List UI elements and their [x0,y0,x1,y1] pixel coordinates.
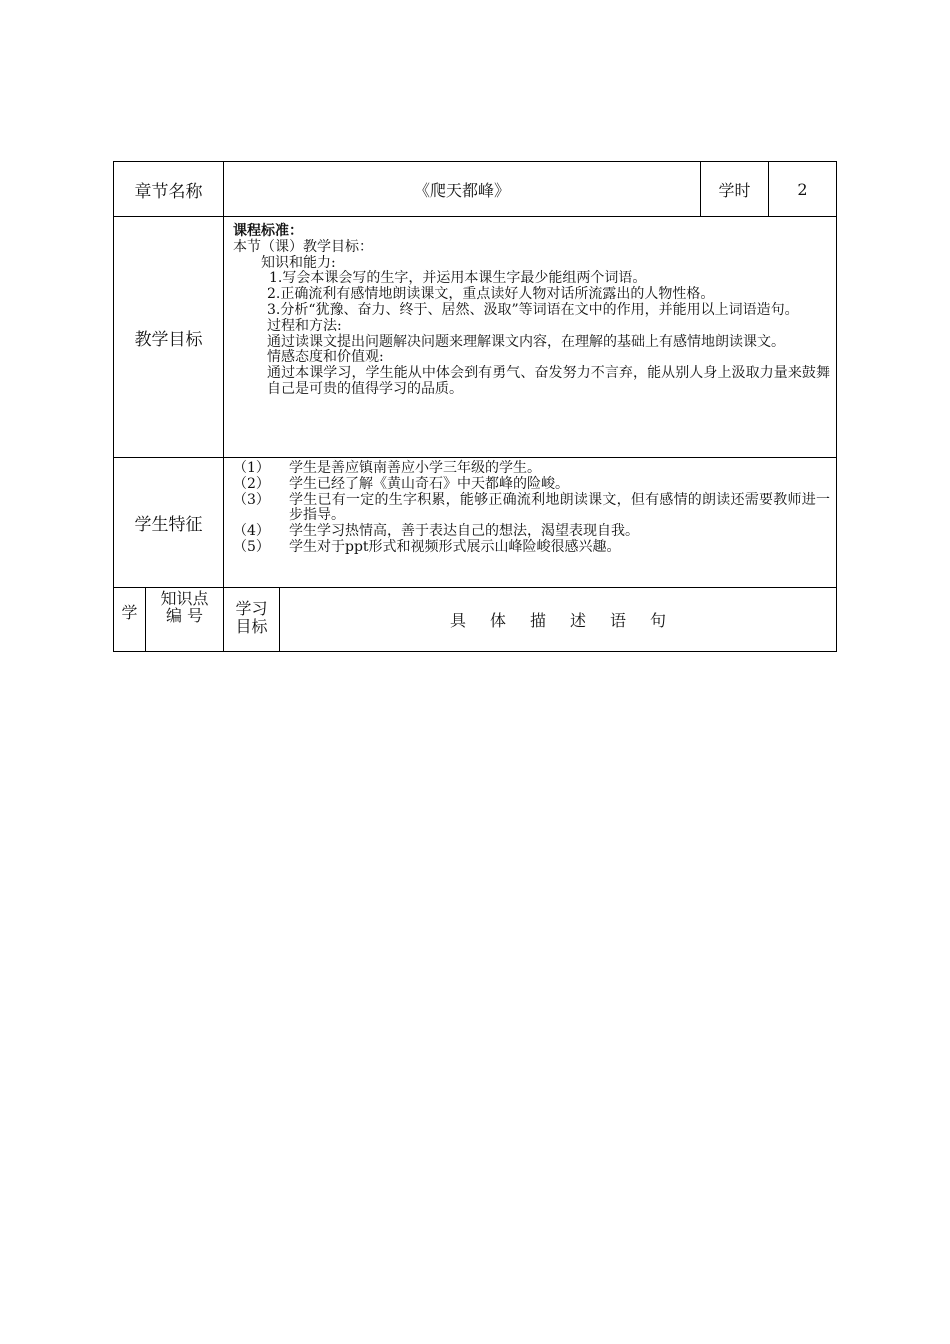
item-number: （1） [233,460,270,476]
knowledge-header-line2: 编 号 [165,606,204,625]
student-features-content [224,458,836,587]
goal-line: 本节（课）教学目标： [233,238,373,255]
hours-value: 2 [797,179,808,199]
learning-goal-header [224,588,280,651]
hours-label: 学时 [701,162,769,216]
item-text: 学生学习热情高，善于表达自己的想法，渴望表现自我。 [289,523,639,540]
teaching-goals-content [224,217,836,457]
list-item [233,540,830,556]
goal-line: 2.正确流利有感情地朗读课文，重点读好人物对话所流露出的人物性格。 [267,286,715,303]
list-item [233,493,830,525]
goal-header-line1: 学习 [235,599,268,618]
chapter-row [114,162,836,217]
item-text: 学生已有一定的生字积累，能够正确流利地朗读课文，但有感情的朗读还需要教师进一步指导。 [289,491,830,524]
study-column-header: 学 [114,588,146,651]
list-item [233,477,830,493]
teaching-goals-label: 教学目标 [114,217,224,457]
knowledge-header-line1: 知识点 [160,589,209,608]
item-number: （3） [233,491,270,508]
goal-line: 通过本课学习，学生能从中体会到有勇气、奋发努力不言弃，能从别人身上汲取力量来鼓舞自己是可贵的值得学习的品质。 [267,365,830,397]
item-text: 学生对于ppt形式和视频形式展示山峰险峻很感兴趣。 [289,538,621,555]
item-number: （4） [233,523,270,540]
lesson-plan-table [113,161,837,652]
knowledge-point-number-header [146,588,224,651]
chapter-title: 《爬天都峰》 [224,162,701,216]
goal-line: 过程和方法: [267,317,342,334]
student-features-row [114,458,836,588]
item-text: 学生已经了解《黄山奇石》中天都峰的险峻。 [289,475,569,492]
student-features-label: 学生特征 [114,458,224,587]
goal-line: 1.写会本课会写的生字，并运用本课生字最少能组两个词语。 [269,270,647,287]
item-text: 学生是善应镇南善应小学三年级的学生。 [289,460,541,476]
goal-line: 情感态度和价值观: [267,349,384,366]
description-header: 具体描述语句 [449,611,690,630]
teaching-goals-row [114,217,836,458]
knowledge-header-row [114,588,836,651]
chapter-name-label: 章节名称 [114,162,224,216]
list-item [233,461,830,477]
goal-line: 通过读课文提出问题解决问题来理解课文内容，在理解的基础上有感情地朗读课文。 [267,333,785,350]
goal-header-line2: 目标 [235,617,268,636]
goal-line: 知识和能力: [261,254,336,271]
item-number: （2） [233,475,270,492]
goal-line: 课程标准： [233,223,303,239]
goal-line: 3.分析“犹豫、奋力、终于、居然、汲取”等词语在文中的作用，并能用以上词语造句。 [267,301,799,318]
list-item [233,524,830,540]
item-number: （5） [233,538,270,555]
